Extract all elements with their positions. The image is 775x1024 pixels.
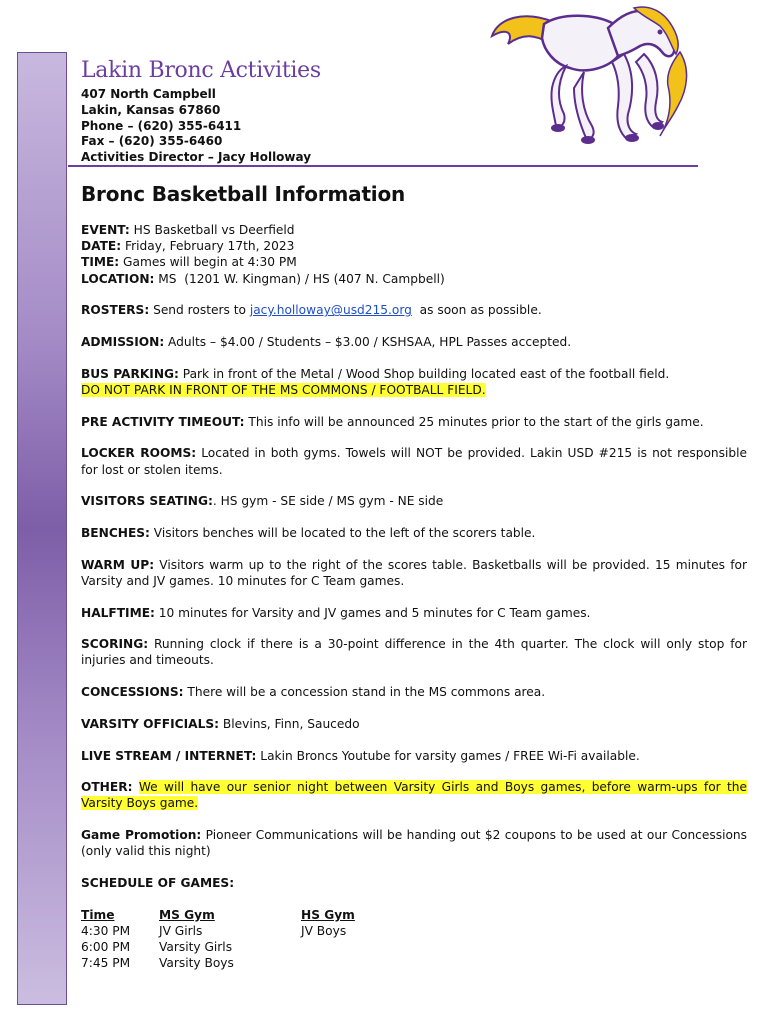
address-block <box>81 87 311 166</box>
time-label: TIME: <box>81 255 120 270</box>
benches-text: Visitors benches will be located to the left of the scorers table. <box>149 525 536 540</box>
bus-parking-label: BUS PARKING: <box>81 366 179 381</box>
schedule-table <box>81 907 355 971</box>
benches-paragraph <box>81 525 747 541</box>
org-name: Lakin Bronc Activities <box>81 58 321 83</box>
schedule-cell-hs-gym: JV Boys <box>301 923 347 938</box>
scoring-text: Running clock if there is a 30-point difference in the 4th quarter. The clock will only stop for injuries and timeouts. <box>81 637 747 668</box>
decorative-sidebar-bar <box>17 52 67 1005</box>
schedule-header-hs-gym: HS Gym <box>301 907 355 922</box>
schedule-row <box>81 955 355 971</box>
address-street: 407 North Campbell <box>81 87 216 101</box>
schedule-cell-ms-gym: Varsity Boys <box>159 955 234 970</box>
live-stream-paragraph <box>81 748 747 764</box>
schedule-row <box>81 939 355 955</box>
admission-text: Adults – $4.00 / Students – $3.00 / KSHSAA, HPL Passes accepted. <box>164 335 572 350</box>
bus-parking-text: Park in front of the Metal / Wood Shop building located east of the football field. <box>178 366 670 381</box>
bronco-mascot-icon <box>484 2 700 162</box>
location-label: LOCATION: <box>81 271 155 286</box>
warm-up-label: WARM UP: <box>81 557 155 572</box>
event-details <box>81 222 747 287</box>
visitors-seating-label: VISITORS SEATING: <box>81 494 213 509</box>
pre-activity-text: This info will be announced 25 minutes prior to the start of the girls game. <box>244 414 704 429</box>
time-value: Games will begin at 4:30 PM <box>119 255 297 270</box>
phone-line: Phone – (620) 355-6411 <box>81 118 242 133</box>
visitors-seating-text: . HS gym - SE side / MS gym - NE side <box>212 494 444 509</box>
benches-label: BENCHES: <box>81 525 150 540</box>
schedule-cell-hs-gym <box>301 955 355 971</box>
other-paragraph <box>81 779 747 811</box>
date-value: Friday, February 17th, 2023 <box>121 239 295 254</box>
promotion-paragraph <box>81 827 747 859</box>
schedule-header-time: Time <box>81 907 115 922</box>
schedule-cell-ms-gym: JV Girls <box>159 923 203 938</box>
pre-activity-paragraph <box>81 414 747 430</box>
live-stream-label: LIVE STREAM / INTERNET: <box>81 748 257 763</box>
document-title: Bronc Basketball Information <box>81 182 406 206</box>
concessions-text: There will be a concession stand in the MS commons area. <box>183 685 546 700</box>
header-divider <box>68 165 698 167</box>
locker-rooms-paragraph <box>81 445 747 477</box>
promotion-label: Game Promotion: <box>81 828 202 843</box>
date-label: DATE: <box>81 239 122 254</box>
warm-up-paragraph <box>81 557 747 589</box>
rosters-text-after: as soon as possible. <box>411 303 542 318</box>
warm-up-text: Visitors warm up to the right of the scores table. Basketballs will be provided. 15 minutes for Varsity and JV games. 10 minutes for C Team games. <box>81 557 747 588</box>
schedule-header-ms-gym: MS Gym <box>159 907 215 922</box>
officials-label: VARSITY OFFICIALS: <box>81 716 219 731</box>
admission-label: ADMISSION: <box>81 335 165 350</box>
fax-line: Fax – (620) 355-6460 <box>81 134 223 149</box>
rosters-paragraph <box>81 302 747 318</box>
scoring-paragraph <box>81 636 747 668</box>
schedule-cell-time: 4:30 PM <box>81 923 131 938</box>
schedule-cell-ms-gym: Varsity Girls <box>159 939 233 954</box>
halftime-paragraph <box>81 605 747 621</box>
schedule-title: SCHEDULE OF GAMES: <box>81 876 235 891</box>
halftime-text: 10 minutes for Varsity and JV games and 5 minutes for C Team games. <box>154 605 591 620</box>
concessions-label: CONCESSIONS: <box>81 685 184 700</box>
admission-paragraph <box>81 334 747 350</box>
event-label: EVENT: <box>81 223 130 237</box>
schedule-header-row <box>81 907 355 923</box>
schedule-cell-hs-gym <box>301 939 355 955</box>
halftime-label: HALFTIME: <box>81 605 155 620</box>
event-value: HS Basketball vs Deerfield <box>129 223 295 237</box>
director-line: Activities Director – Jacy Holloway <box>81 150 312 165</box>
visitors-seating-paragraph <box>81 493 747 509</box>
schedule-row <box>81 923 355 939</box>
info-section <box>81 222 747 971</box>
location-value: MS (1201 W. Kingman) / HS (407 N. Campbell) <box>154 271 445 286</box>
scoring-label: SCORING: <box>81 637 149 652</box>
bus-parking-paragraph <box>81 366 747 398</box>
schedule-cell-time: 7:45 PM <box>81 955 131 970</box>
live-stream-text: Lakin Broncs Youtube for varsity games / FREE Wi-Fi available. <box>256 748 640 763</box>
officials-text: Blevins, Finn, Saucedo <box>219 716 360 731</box>
rosters-label: ROSTERS: <box>81 303 150 318</box>
officials-paragraph <box>81 716 747 732</box>
concessions-paragraph <box>81 684 747 700</box>
pre-activity-label: PRE ACTIVITY TIMEOUT: <box>81 414 245 429</box>
locker-rooms-text: Located in both gyms. Towels will NOT be provided. Lakin USD #215 is not responsible for lost or stolen items. <box>81 446 747 477</box>
address-city: Lakin, Kansas 67860 <box>81 102 221 117</box>
rosters-email-link[interactable]: jacy.holloway@usd215.org <box>249 303 412 318</box>
promotion-text: Pioneer Communications will be handing out $2 coupons to be used at our Concessions (only valid this night) <box>81 828 747 859</box>
schedule-cell-time: 6:00 PM <box>81 939 131 954</box>
rosters-text: Send rosters to <box>149 303 250 318</box>
bus-parking-warning: DO NOT PARK IN FRONT OF THE MS COMMONS / FOOTBALL FIELD. <box>81 382 486 397</box>
locker-rooms-label: LOCKER ROOMS: <box>81 446 197 461</box>
other-label: OTHER: <box>81 780 133 795</box>
other-text: We will have our senior night between Varsity Girls and Boys games, before warm-ups for the Varsity Boys game. <box>81 780 748 811</box>
